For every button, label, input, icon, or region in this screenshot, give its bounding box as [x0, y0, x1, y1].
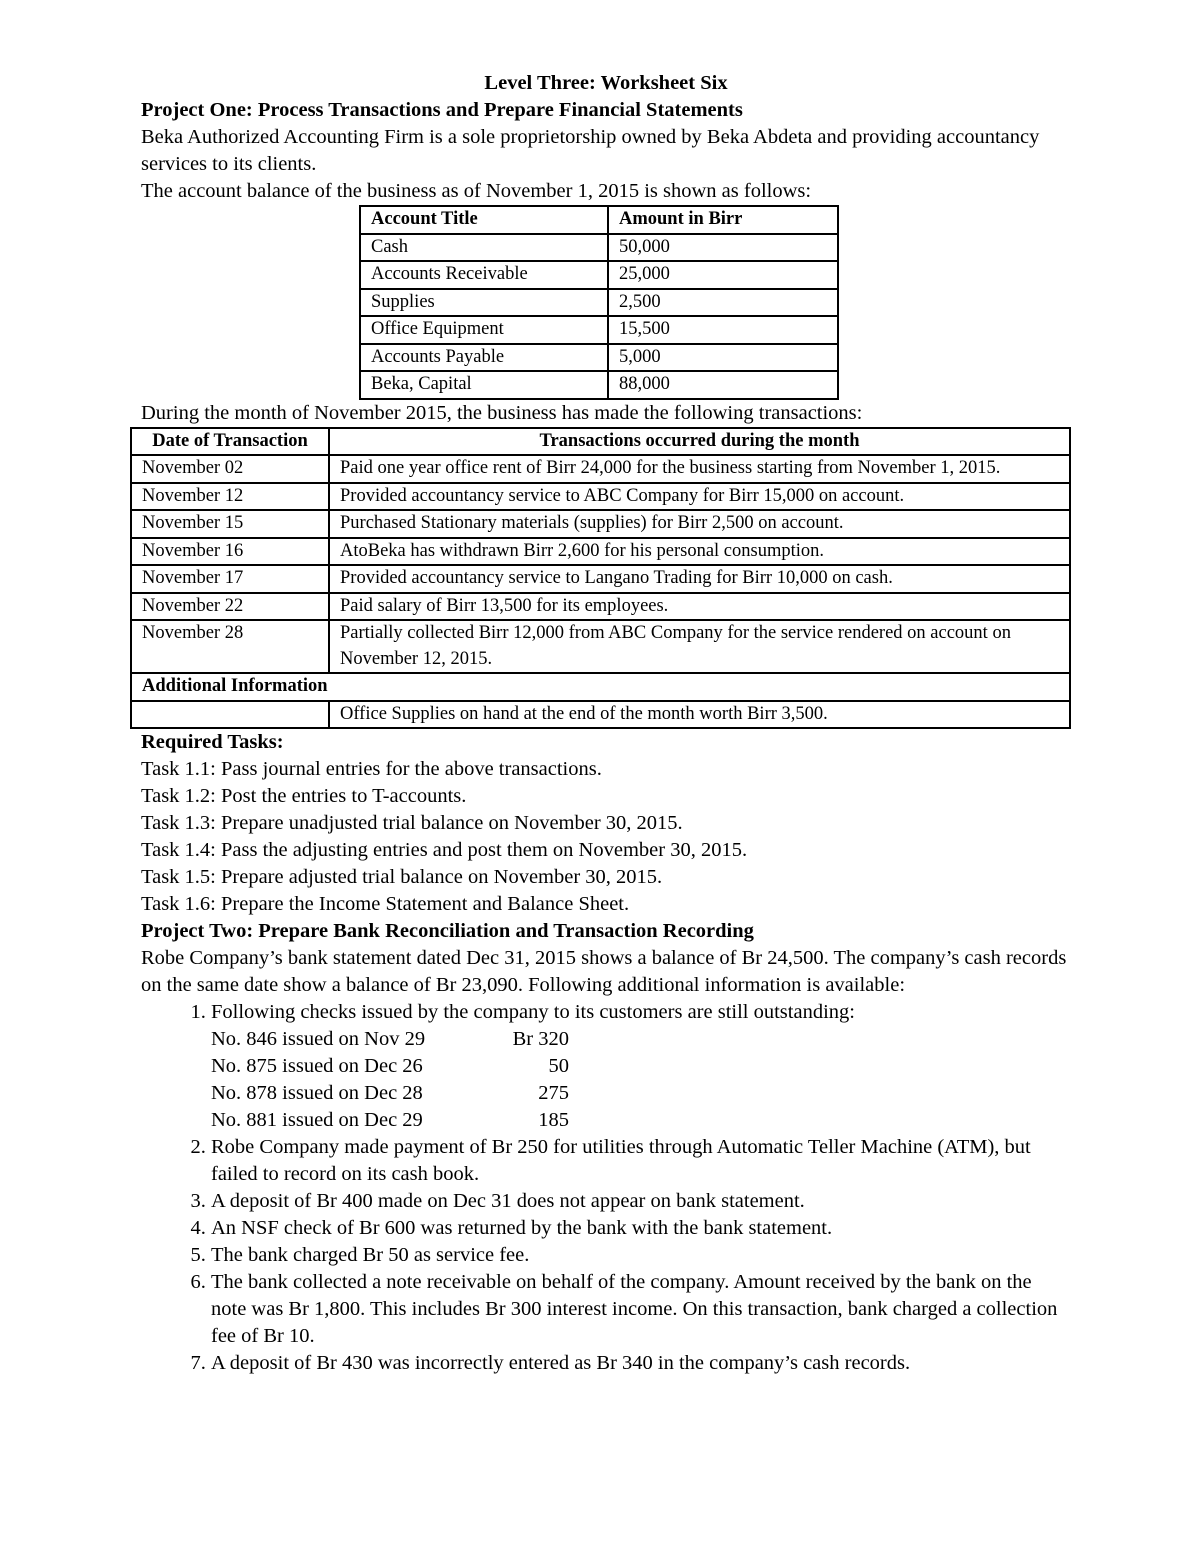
list-item: 7. A deposit of Br 430 was incorrectly entered as Br 340 in the company’s cash records. — [211, 1350, 1071, 1377]
table-row — [131, 455, 1070, 483]
table-row — [360, 261, 838, 289]
additional-info-text: Office Supplies on hand at the end of the month worth Birr 3,500. — [329, 701, 1070, 729]
transaction-cell: Purchased Stationary materials (supplies) for Birr 2,500 on account. — [329, 510, 1070, 538]
transaction-cell: Partially collected Birr 12,000 from ABC Company for the service rendered on account on November 12, 2015. — [329, 620, 1070, 673]
list-item: 4. An NSF check of Br 600 was returned by the bank with the bank statement. — [211, 1215, 1071, 1242]
check-label: No. 846 issued on Nov 29 — [211, 1028, 426, 1050]
table-row — [131, 620, 1070, 673]
check-amount: 275 — [538, 1082, 569, 1104]
column-header: Transactions occurred during the month — [329, 428, 1070, 456]
task-item: Task 1.1: Pass journal entries for the above transactions. — [141, 758, 602, 780]
check-label: No. 875 issued on Dec 26 — [211, 1055, 423, 1077]
list-item: 6. The bank collected a note receivable on behalf of the company. Amount received by the bank on the note was Br 1,800. This includes Br 300 interest income. On this transaction, bank charged a collection fee of Br 10. — [211, 1269, 1071, 1350]
amount-cell: 2,500 — [608, 289, 838, 317]
project-one-intro: Beka Authorized Accounting Firm is a sole proprietorship owned by Beka Abdeta and providing accountancy services to its clients. — [141, 126, 1040, 175]
transaction-cell: Paid salary of Birr 13,500 for its employees. — [329, 593, 1070, 621]
list-item: 3. A deposit of Br 400 made on Dec 31 does not appear on bank statement. — [211, 1188, 1071, 1215]
account-title-cell: Cash — [360, 234, 608, 262]
additional-info-row — [131, 673, 1070, 701]
transactions-intro: During the month of November 2015, the business has made the following transactions: — [141, 401, 863, 424]
column-header: Amount in Birr — [608, 206, 838, 234]
task-item: Task 1.2: Post the entries to T-accounts. — [141, 785, 467, 807]
task-item: Task 1.5: Prepare adjusted trial balance on November 30, 2015. — [141, 866, 663, 888]
table-row — [360, 371, 838, 399]
table-row — [360, 344, 838, 372]
task-item: Task 1.4: Pass the adjusting entries and post them on November 30, 2015. — [141, 839, 748, 861]
project-one-heading: Project One: Process Transactions and Prepare Financial Statements — [141, 99, 743, 121]
project-two-intro: Robe Company’s bank statement dated Dec 31, 2015 shows a balance of Br 24,500. The company’s cash records on the same date show a balance of Br 23,090. Following additional information is available: — [141, 947, 1067, 996]
table-row — [131, 483, 1070, 511]
empty-cell — [131, 701, 329, 729]
table-header-row — [131, 428, 1070, 456]
table-row — [360, 289, 838, 317]
account-title-cell: Accounts Receivable — [360, 261, 608, 289]
account-title-cell: Beka, Capital — [360, 371, 608, 399]
document-page — [141, 70, 1071, 1377]
table-row — [360, 316, 838, 344]
transaction-cell: Paid one year office rent of Birr 24,000 for the business starting from November 1, 2015. — [329, 455, 1070, 483]
date-cell: November 12 — [131, 483, 329, 511]
amount-cell: 5,000 — [608, 344, 838, 372]
date-cell: November 22 — [131, 593, 329, 621]
amount-cell: 88,000 — [608, 371, 838, 399]
list-item: 5. The bank charged Br 50 as service fee. — [211, 1242, 1071, 1269]
table-row — [360, 234, 838, 262]
column-header: Date of Transaction — [131, 428, 329, 456]
project-two-heading: Project Two: Prepare Bank Reconciliation and Transaction Recording — [141, 920, 754, 942]
column-header: Account Title — [360, 206, 608, 234]
info-list — [141, 999, 1071, 1377]
check-amount: 185 — [538, 1109, 569, 1131]
account-balance-table — [359, 205, 839, 400]
table-row — [131, 510, 1070, 538]
transaction-cell: AtoBeka has withdrawn Birr 2,600 for his personal consumption. — [329, 538, 1070, 566]
amount-cell: 15,500 — [608, 316, 838, 344]
page-title: Level Three: Worksheet Six — [484, 72, 728, 94]
table-row — [131, 565, 1070, 593]
check-label: No. 881 issued on Dec 29 — [211, 1109, 423, 1131]
table-row — [131, 538, 1070, 566]
table-row — [131, 701, 1070, 729]
account-title-cell: Supplies — [360, 289, 608, 317]
task-item: Task 1.3: Prepare unadjusted trial balance on November 30, 2015. — [141, 812, 683, 834]
transaction-cell: Provided accountancy service to Langano Trading for Birr 10,000 on cash. — [329, 565, 1070, 593]
date-cell: November 02 — [131, 455, 329, 483]
date-cell: November 15 — [131, 510, 329, 538]
table-header-row — [360, 206, 838, 234]
table-row — [131, 593, 1070, 621]
amount-cell: 50,000 — [608, 234, 838, 262]
outstanding-checks — [211, 1026, 1071, 1134]
check-amount: Br 320 — [512, 1028, 569, 1050]
date-cell: November 28 — [131, 620, 329, 673]
transactions-table — [130, 427, 1071, 730]
required-tasks-heading: Required Tasks: — [141, 731, 284, 753]
list-item — [211, 999, 1071, 1134]
additional-info-label: Additional Information — [131, 673, 1070, 701]
account-title-cell: Accounts Payable — [360, 344, 608, 372]
date-cell: November 17 — [131, 565, 329, 593]
check-amount: 50 — [548, 1055, 569, 1077]
check-label: No. 878 issued on Dec 28 — [211, 1082, 423, 1104]
amount-cell: 25,000 — [608, 261, 838, 289]
list-item-text: Following checks issued by the company to its customers are still outstanding: — [211, 1001, 855, 1023]
task-item: Task 1.6: Prepare the Income Statement and Balance Sheet. — [141, 893, 630, 915]
list-item: 2. Robe Company made payment of Br 250 for utilities through Automatic Teller Machine (ATM), but failed to record on its cash book. — [211, 1134, 1071, 1188]
account-title-cell: Office Equipment — [360, 316, 608, 344]
transaction-cell: Provided accountancy service to ABC Company for Birr 15,000 on account. — [329, 483, 1070, 511]
date-cell: November 16 — [131, 538, 329, 566]
balance-intro: The account balance of the business as of November 1, 2015 is shown as follows: — [141, 180, 812, 202]
